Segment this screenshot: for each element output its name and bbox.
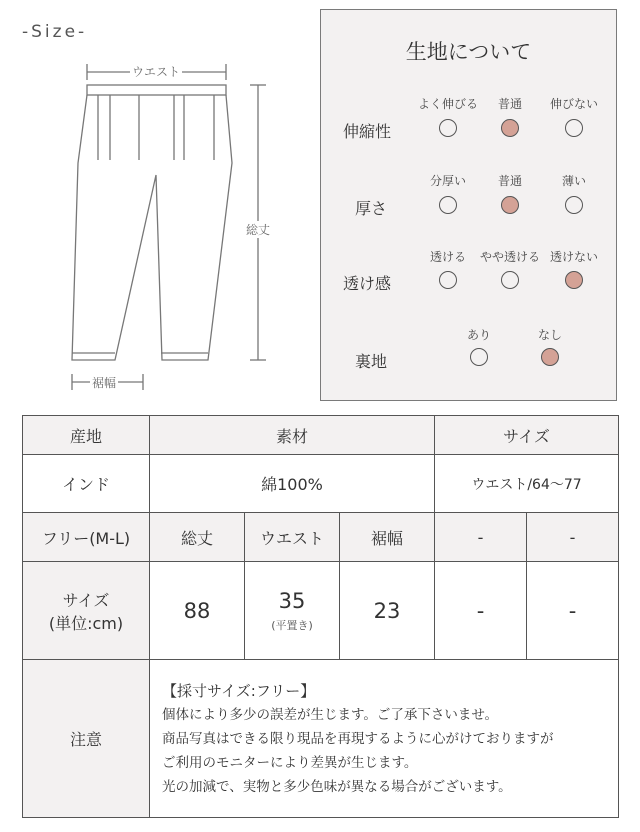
length-label: 総丈 — [246, 223, 271, 237]
col-length: 総丈 — [150, 513, 245, 562]
header-material: 素材 — [150, 416, 435, 455]
notes-line-4: ご利用のモニターにより差異が生じます。 — [162, 754, 418, 771]
empty-value-1: - — [435, 562, 527, 660]
notes-line-5: 光の加減で、実物と多少色味が異なる場合がございます。 — [162, 778, 512, 795]
length-value: 88 — [150, 562, 245, 660]
table-row — [23, 455, 619, 513]
notes-label: 注意 — [23, 660, 150, 818]
spec-table — [22, 415, 619, 818]
lining-label: 裏地 — [355, 352, 388, 371]
col-waist: ウエスト — [245, 513, 340, 562]
table-header-row — [23, 416, 619, 455]
hem-value: 23 — [340, 562, 435, 660]
size-title: -Size- — [22, 22, 88, 42]
thickness-option-1: 分厚い — [429, 174, 466, 188]
table-row — [23, 660, 619, 818]
stretch-option-1: よく伸びる — [417, 97, 478, 111]
stretch-circle-3 — [565, 119, 583, 137]
hem-label: 裾幅 — [92, 376, 117, 390]
sheerness-circle-2 — [501, 271, 519, 289]
notes-line-2: 個体により多少の誤差が生じます。ご了承下さいませ。 — [162, 706, 499, 723]
sheerness-circle-3-selected — [565, 271, 583, 289]
sheerness-option-2: やや透ける — [479, 250, 540, 264]
waist-label: ウエスト — [132, 65, 181, 79]
notes-cell — [150, 660, 619, 818]
col-empty-1: - — [435, 513, 527, 562]
col-hem: 裾幅 — [340, 513, 435, 562]
stretch-label: 伸縮性 — [343, 122, 392, 141]
size-value: ウエスト/64〜77 — [435, 455, 619, 513]
sheerness-circle-1 — [439, 271, 457, 289]
sheerness-label: 透け感 — [343, 274, 392, 293]
notes-line-1: 【採寸サイズ:フリー】 — [162, 681, 316, 700]
origin-value: インド — [23, 455, 150, 513]
size-unit-label — [23, 562, 150, 660]
thickness-circle-1 — [439, 196, 457, 214]
waist-note: (平置き) — [271, 618, 313, 632]
stretch-circle-2-selected — [501, 119, 519, 137]
col-empty-2: - — [527, 513, 619, 562]
thickness-option-3: 薄い — [561, 174, 586, 188]
sheerness-option-1: 透ける — [429, 250, 466, 264]
thickness-circle-3 — [565, 196, 583, 214]
pants-size-diagram — [60, 55, 310, 400]
stretch-circle-1 — [439, 119, 457, 137]
table-row — [23, 562, 619, 660]
lining-option-1: あり — [466, 328, 491, 342]
lining-circle-2-selected — [541, 348, 559, 366]
thickness-circle-2-selected — [501, 196, 519, 214]
lining-circle-1 — [470, 348, 488, 366]
pants-illustration — [60, 55, 310, 400]
material-value: 綿100% — [150, 455, 435, 513]
header-size: サイズ — [435, 416, 619, 455]
fabric-title: 生地について — [405, 40, 532, 64]
notes-line-3: 商品写真はできる限り現品を再現するように心がけておりますが — [162, 730, 554, 747]
sheerness-option-3: 透けない — [549, 250, 598, 264]
lining-option-2: なし — [537, 328, 562, 342]
table-row — [23, 513, 619, 562]
thickness-option-2: 普通 — [497, 174, 522, 188]
size-unit-label-line1: サイズ — [62, 590, 110, 610]
fabric-info-panel — [320, 9, 617, 401]
stretch-option-2: 普通 — [497, 97, 522, 111]
free-size-label: フリー(M-L) — [23, 513, 150, 562]
waist-value: 35 — [278, 588, 306, 613]
thickness-label: 厚さ — [355, 199, 388, 218]
waist-cell — [245, 562, 340, 660]
empty-value-2: - — [527, 562, 619, 660]
header-origin: 産地 — [23, 416, 150, 455]
stretch-option-3: 伸びない — [549, 97, 598, 111]
size-unit-label-line2: (単位:cm) — [48, 613, 124, 633]
